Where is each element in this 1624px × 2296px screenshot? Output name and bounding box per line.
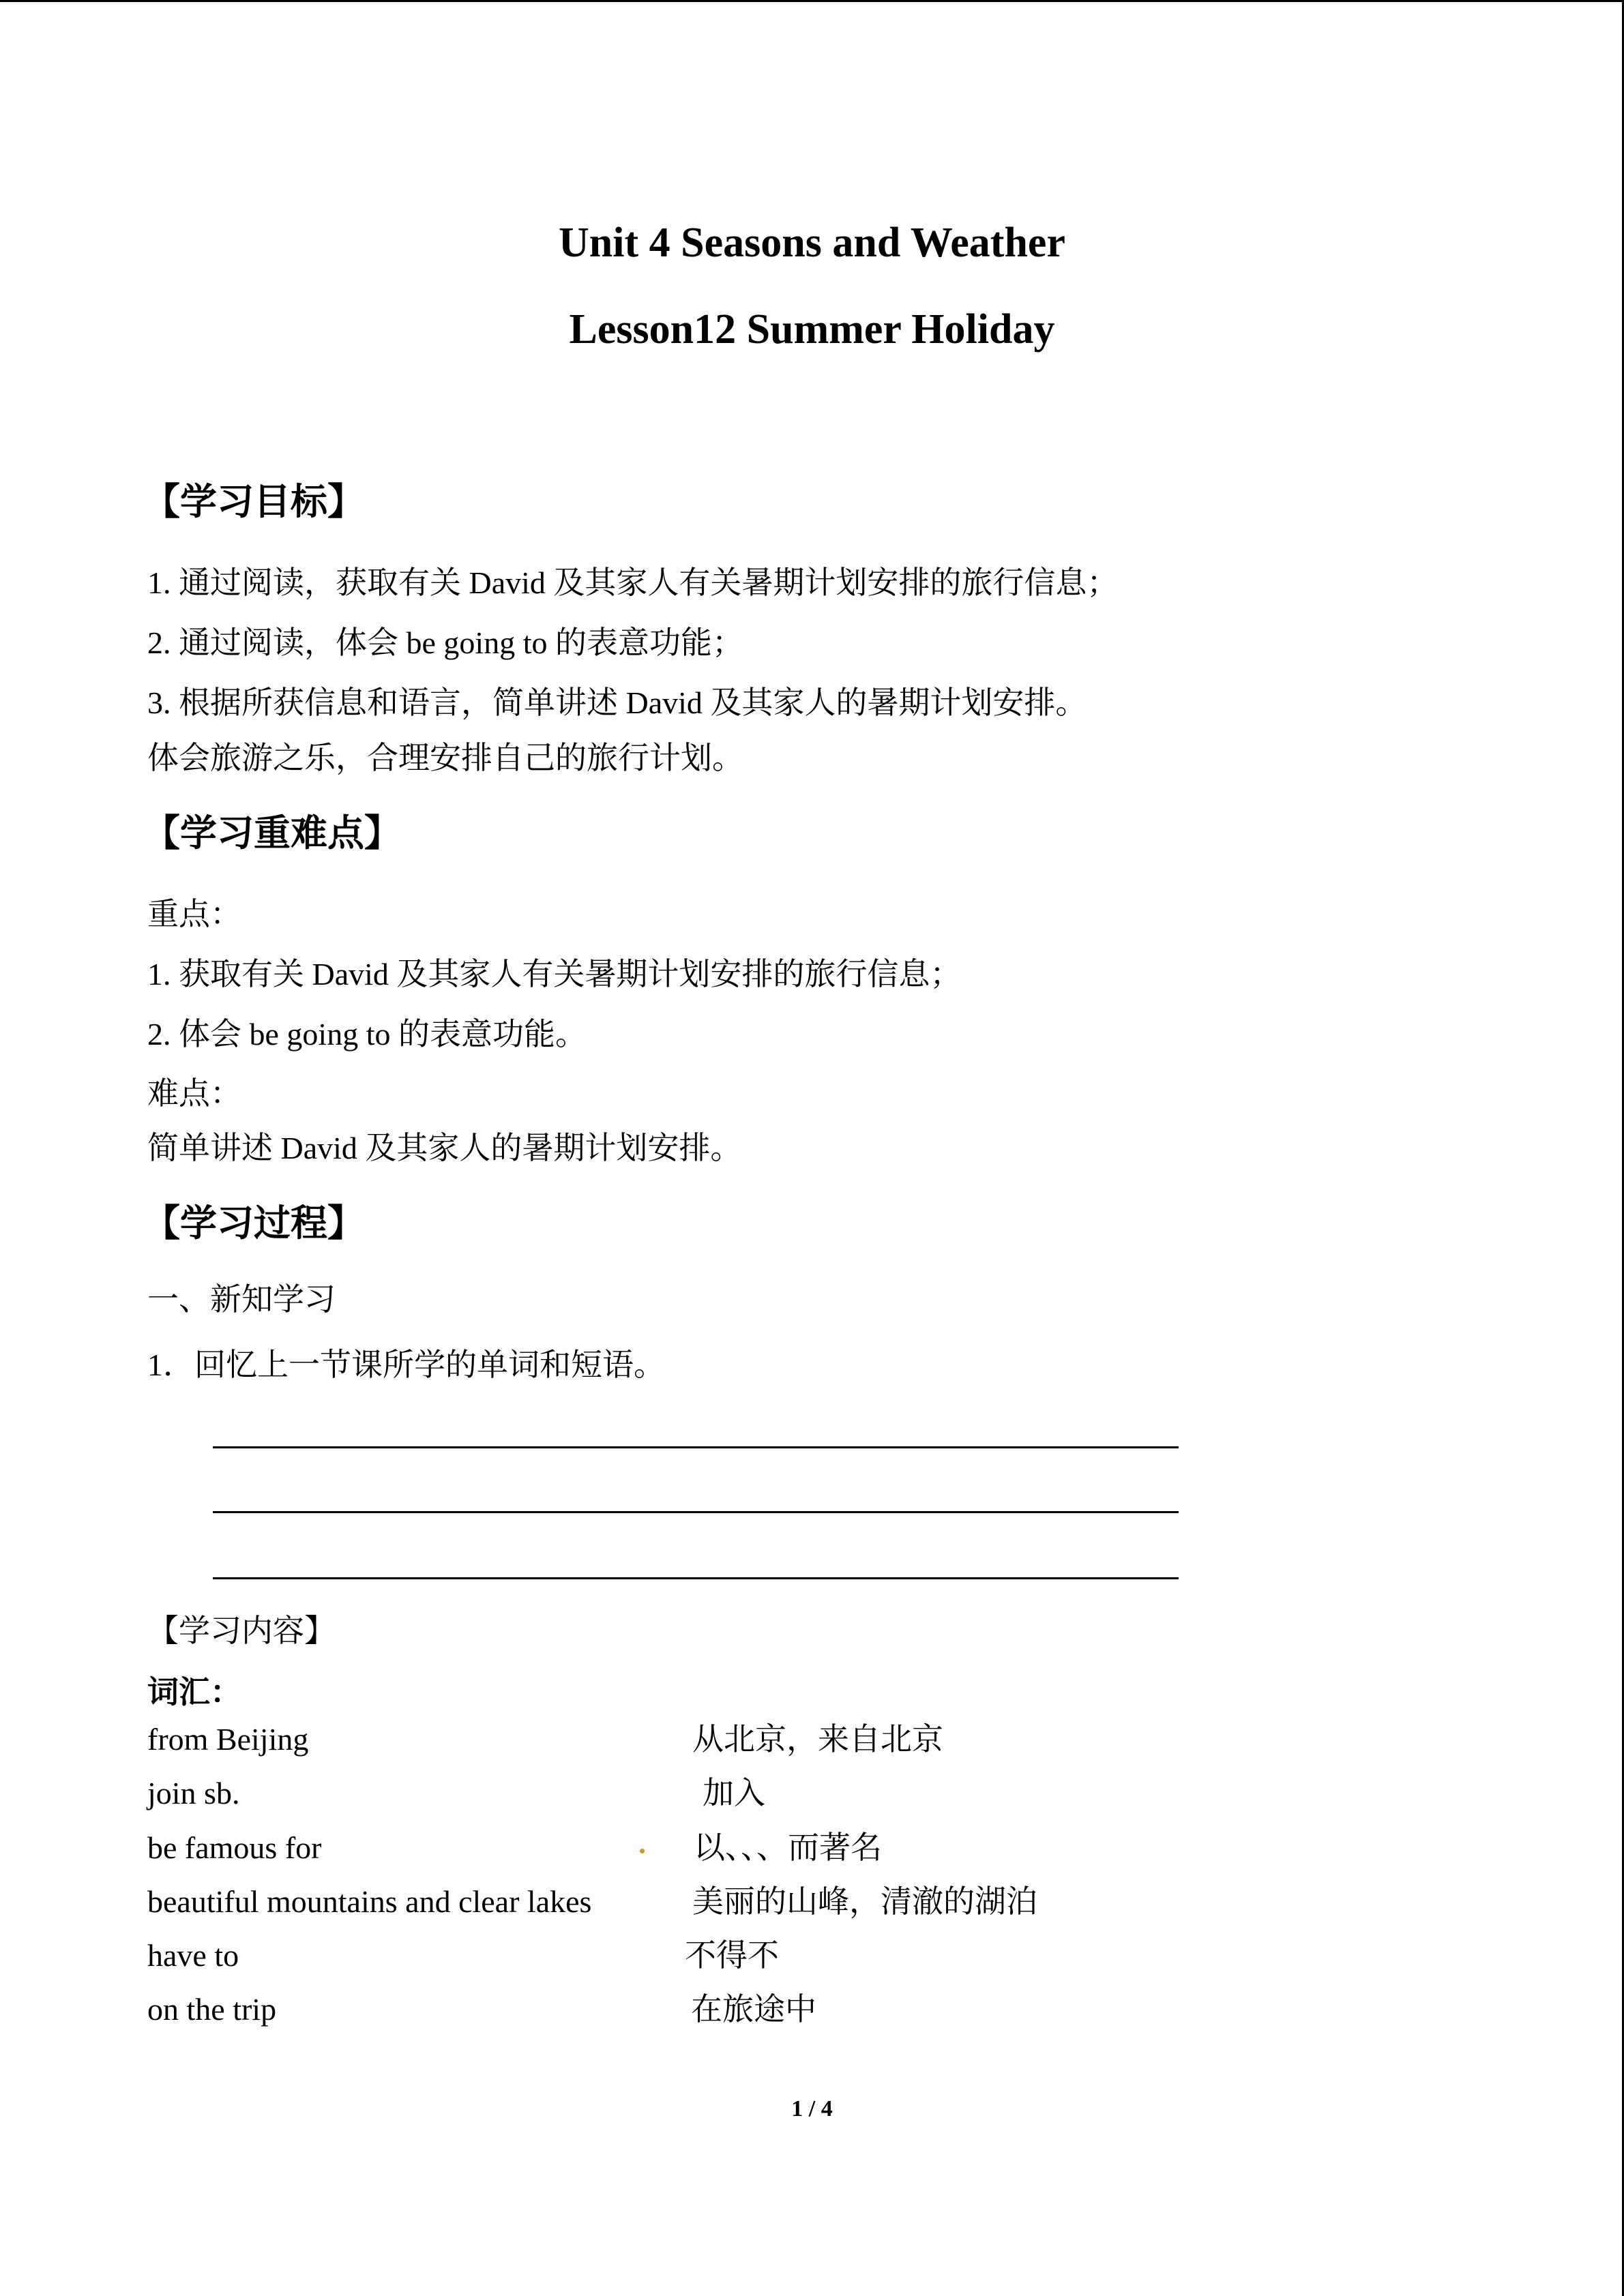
goal-item: 3. 根据所获信息和语言，简单讲述 David 及其家人的暑期计划安排。 bbox=[147, 685, 1087, 720]
answer-line[interactable] bbox=[213, 1446, 1179, 1448]
vocab-label: 词汇： bbox=[147, 1675, 241, 1710]
vocab-chinese: 美丽的山峰，清澈的湖泊 bbox=[692, 1884, 1037, 1919]
goals-note: 体会旅游之乐，合理安排自己的旅行计划。 bbox=[147, 741, 743, 775]
vocab-chinese: 加入 bbox=[703, 1776, 765, 1810]
vocab-chinese: 从北京，来自北京 bbox=[692, 1722, 943, 1757]
part-one-label: 一、新知学习 bbox=[147, 1282, 336, 1317]
content-heading: 【学习内容】 bbox=[147, 1613, 336, 1648]
vocab-chinese: 以、、、而著名 bbox=[694, 1830, 882, 1865]
unit-title: Unit 4 Seasons and Weather bbox=[559, 220, 1065, 266]
difficult-label: 难点： bbox=[147, 1076, 241, 1111]
goal-item: 1. 通过阅读，获取有关 David 及其家人有关暑期计划安排的旅行信息； bbox=[147, 565, 1119, 600]
stray-dot bbox=[640, 1849, 645, 1853]
key-label: 重点： bbox=[147, 897, 241, 931]
vocab-english: beautiful mountains and clear lakes bbox=[147, 1884, 592, 1919]
vocab-chinese: 在旅途中 bbox=[691, 1992, 816, 2027]
vocab-chinese: 不得不 bbox=[685, 1938, 779, 1973]
process-heading: 【学习过程】 bbox=[143, 1203, 364, 1244]
answer-line[interactable] bbox=[213, 1577, 1179, 1579]
keypoints-heading: 【学习重难点】 bbox=[143, 813, 401, 854]
key-item: 2. 体会 be going to 的表意功能。 bbox=[147, 1017, 587, 1052]
vocab-english: from Beijing bbox=[147, 1722, 309, 1757]
goals-heading: 【学习目标】 bbox=[143, 481, 364, 522]
key-item: 1. 获取有关 David 及其家人有关暑期计划安排的旅行信息； bbox=[147, 957, 962, 992]
vocab-english: on the trip bbox=[147, 1992, 277, 2027]
lesson-title: Lesson12 Summer Holiday bbox=[569, 306, 1055, 353]
answer-line[interactable] bbox=[213, 1511, 1179, 1513]
difficult-text: 简单讲述 David 及其家人的暑期计划安排。 bbox=[147, 1131, 742, 1165]
page-number: 1 / 4 bbox=[791, 2096, 833, 2121]
vocab-english: have to bbox=[147, 1938, 239, 1973]
goal-item: 2. 通过阅读，体会 be going to 的表意功能； bbox=[147, 625, 743, 660]
vocab-english: join sb. bbox=[147, 1776, 240, 1810]
task-one: 1．回忆上一节课所学的单词和短语。 bbox=[147, 1347, 665, 1382]
vocab-english: be famous for bbox=[147, 1830, 322, 1865]
